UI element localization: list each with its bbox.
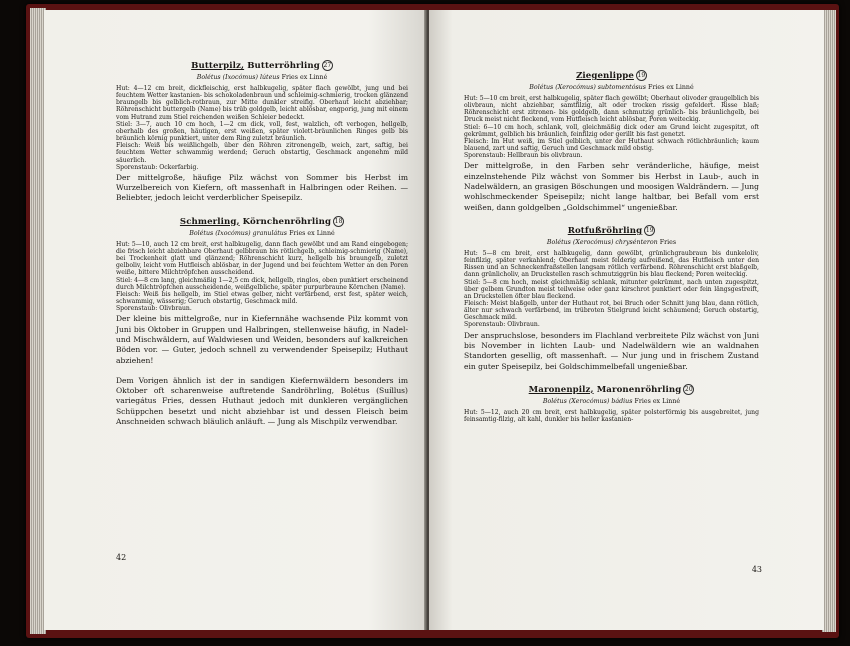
entry-body: Der mittelgroße, häufige Pilz wächst von Sommer bis Herbst im Wurzelbereich von Kiefern, oft massenhaft in Halbringen oder Reihen. — Beliebter, jedoch leicht verderblicher Speisepilz.: [116, 172, 408, 203]
entry-title: Schmerling,: [179, 216, 240, 227]
entry-subtitle: Butterröhrling: [247, 61, 320, 71]
page-number: 42: [116, 553, 127, 562]
desc-hut: Hut: 4—12 cm breit, dickfleischig, erst halbkugelig, später flach gewölbt, jung und bei feuchtem Wetter kastanien- bis schokoladenbraun und schleimig-schmierig, trocken glänzend braungelb bis gelblich-rotbraun, zur Mitte dunkler streifig. Oberhaut leicht abziehbar; Röhrenschicht buttergelb (Name) bis trüb goldgelb, leicht ablösbar, engporig, jung mit einem vom Hutrand zum Stiel reichenden weißen Schleier bedeckt.: [116, 85, 408, 121]
desc-stiel: Stiel: 6—10 cm hoch, schlank, voll, gleichmäßig dick oder am Grund leicht zugespitzt, oft gekrümmt, gelblich bis bräunlich, feinfilzig oder gerillt bis fast genetzt.: [464, 123, 759, 138]
right-page-content: [464, 70, 759, 423]
plate-number: 18: [334, 217, 343, 225]
entry-body: Der anspruchslose, besonders im Flachland verbreitete Pilz wächst von Juni bis November in lichten Laub- und Nadelwäldern wie an waldnahen Standorten gesellig, oft massenhaft. — Nur jung und in frischem Zustand ein guter Speisepilz, bei Goldschimmelbefall ungenießbar.: [464, 330, 759, 371]
entry-subtitle: Maronenröhrling: [596, 384, 682, 395]
left-page: [44, 10, 426, 630]
entry-heading: [464, 225, 759, 237]
latin-species: Bolétus (Xerocómus) chrysénteron: [546, 238, 658, 246]
desc-sporenstaub: Sporenstaub: Ockerfarbig.: [116, 163, 199, 171]
latin-name: [464, 83, 759, 93]
latin-species: Bolétus (Xerocómus) bádius: [542, 397, 633, 405]
desc-hut: Hut: 5—10, auch 12 cm breit, erst halbkugelig, dann flach gewölbt und am Rand eingebogen; die frisch leicht abziehbare Oberhaut gelbbraun bis rötlichgelb, schleimig-schmierig (Name), bei Trockenheit glatt und glänzend; Röhrenschicht kurz, hellgelb bis braungelb, zuletzt gelboliv, leicht vom Hutfleisch ablösbar, in der Jugend und bei feuchtem Wetter an den Poren weiße, bittere Milchtröpfchen ausscheidend.: [116, 240, 408, 277]
entry-heading: [116, 216, 408, 228]
latin-name: [116, 229, 408, 239]
entry-heading: [464, 70, 759, 82]
latin-author: Fries: [659, 238, 677, 246]
page-number: 43: [751, 565, 762, 574]
entry-body: Der kleine bis mittelgroße, nur in Kiefernnähe wachsende Pilz kommt von Juni bis Oktober in Gruppen und Halbringen, stellenweise häufig, in Nadel- und Mischwäldern, auf Waldwiesen und Weiden, besonders auf kalkreichen Böden vor. — Guter, jedoch schnell zu verwendender Speisepilz; Huthaut abziehen!: [116, 314, 408, 365]
entry-heading: [464, 384, 759, 396]
entry-body: Der mittelgroße, in den Farben sehr veränderliche, häufige, meist einzelnstehende Pilz wächst von Sommer bis Herbst in Laub-, auch in Nadelwäldern, an grasigen Böschungen und moosigen Waldrändern. — Jung wohlschmeckender Speisepilz; nicht lange haltbar, bei Befall vom erst weißen, dann goldgelben „Goldschimmel“ ungenießbar.: [464, 161, 759, 212]
entry-title: Butterpilz,: [191, 61, 245, 71]
page-edges-right: [822, 10, 836, 632]
desc-fleisch: Fleisch: Meist blaßgelb, unter der Huthaut rot, bei Bruch oder Schnitt jung blau, dann rötlich, älter nur schwach verfärbend, im trübroten Stielgrund leicht schäumend; Geruch obstartig, Geschmack mild.: [464, 299, 759, 322]
desc-hut: Hut: 5—8 cm breit, erst halbkugelig, dann gewölbt, grünlichgraubraun bis dunkeloliv, feinfilzig, später verkahlend; Oberhaut meist felderig aufreißend, das Hutfleisch unter den Rissen und an Schneckenfraßstellen langsam rötlich verfärbend. Röhrenschicht erst blaßgelb, dann grünlicholiv, an Druckstellen rasch schmutziggrün bis blau fleckend; Poren weiteckig.: [464, 249, 759, 279]
latin-author: Fries ex Linné: [281, 74, 328, 81]
plate-number: 27: [323, 62, 332, 69]
right-page: [429, 10, 824, 630]
latin-species: Bolétus (Ixocómus) granulátus: [189, 229, 288, 237]
entry-title: Rotfußröhrling: [567, 225, 643, 236]
desc-sporenstaub: Sporenstaub: Olivbraun.: [116, 305, 192, 313]
plate-number: 19: [645, 226, 654, 234]
latin-name: [464, 397, 759, 407]
entry-subtitle: Körnchenröhrling: [242, 216, 332, 227]
latin-species: Bolétus (Xerocómus) subtomentósus: [529, 84, 647, 91]
latin-name: [464, 238, 759, 248]
left-page-content: [116, 60, 408, 427]
desc-hut: Hut: 5—12, auch 20 cm breit, erst halbkugelig, später polsterförmig bis ausgebreitet, jung feinsamtig-filzig, alt kahl, dunkler bis heller kastanien-: [464, 408, 759, 423]
desc-fleisch: Fleisch: Weiß bis weißlichgelb, über den Röhren zitronengelb, weich, zart, saftig, bei feuchtem Wetter schwammig werdend; Geruch obstartig, Geschmack angenehm mild säuerlich.: [116, 142, 408, 164]
entry-title: Maronenpilz,: [528, 384, 594, 395]
latin-author: Fries ex Linné: [289, 229, 335, 237]
desc-stiel: Stiel: 5—8 cm hoch, meist gleichmäßig schlank, mitunter gekrümmt, nach unten zugespitzt, über gelbem Grundton meist teilweise oder ganz kirschrot punktiert oder fein längsgestreift, an Druckstellen öfter blau fleckend.: [464, 278, 759, 300]
latin-author: Fries ex Linné: [634, 397, 681, 405]
desc-fleisch: Fleisch: Im Hut weiß, im Stiel gelblich, unter der Huthaut schwach rötlichbräunlich; kaum blauend, zart und saftig, Geruch und Geschmack mild obstig.: [464, 137, 759, 153]
desc-stiel: Stiel: 4—8 cm lang, gleichmäßig 1—2,5 cm dick, hellgelb, ringlos, oben punktiert erscheinend durch Milchtröpfchen ausscheidende, weißgelbliche, später purpurbraune Körnchen (Name).: [116, 276, 408, 291]
closing-paragraph: Dem Vorigen ähnlich ist der in sandigen Kiefernwäldern besonders im Oktober oft scharenweise auftretende Sandröhrling, Bolétus (Suíllus) variegátus Fries, dessen Huthaut jedoch mit dunkleren vergänglichen Schüppchen besetzt und nicht abziehbar ist und dessen Fleisch beim Anschneiden schwach bläulich anläuft. — Jung als Mischpilz verwendbar.: [116, 375, 408, 426]
desc-hut: Hut: 5—10 cm breit, erst halbkugelig, später flach gewölbt; Oberhaut olivoder graugelblich bis olivbraun, nicht abziehbar, samtfilzig, alt oder trocken rissig gefeldert. Risse blaß; Röhrenschicht erst zitronen- bis goldgelb, dann schmutzig grünlich- bis bräunlichgelb, bei Druck meist nicht fleckend, vom Hutfleisch leicht ablösbar, Poren weiteckig.: [464, 95, 759, 124]
plate-number: 19: [637, 72, 646, 79]
desc-fleisch: Fleisch: Weiß bis hellgelb, im Stiel etwas gelber, nicht verfärbend, erst fest, später weich, schwammig, wässerig; Geruch obstartig, Geschmack mild.: [116, 290, 408, 306]
desc-sporenstaub: Sporenstaub: Hellbraun bis olivbraun.: [464, 152, 583, 160]
entry-heading: [116, 60, 408, 72]
desc-stiel: Stiel: 3—7, auch 10 cm hoch, 1—2 cm dick, voll, fest, walzlich, oft verbogen, hellgelb, oberhalb des großen, häutigen, erst weißen, später violett-bräunlichen Ringes gelb bis bräunlich körnig punktiert, unter dem Ring zuletzt bräunlich.: [116, 120, 408, 143]
desc-sporenstaub: Sporenstaub: Olivbraun.: [464, 321, 540, 329]
plate-number: 20: [684, 385, 693, 393]
latin-author: Fries ex Linné: [648, 84, 694, 91]
latin-species: Bolétus (Ixocómus) lúteus: [196, 74, 280, 81]
entry-title: Ziegenlippe: [576, 71, 634, 81]
latin-name: [116, 73, 408, 83]
